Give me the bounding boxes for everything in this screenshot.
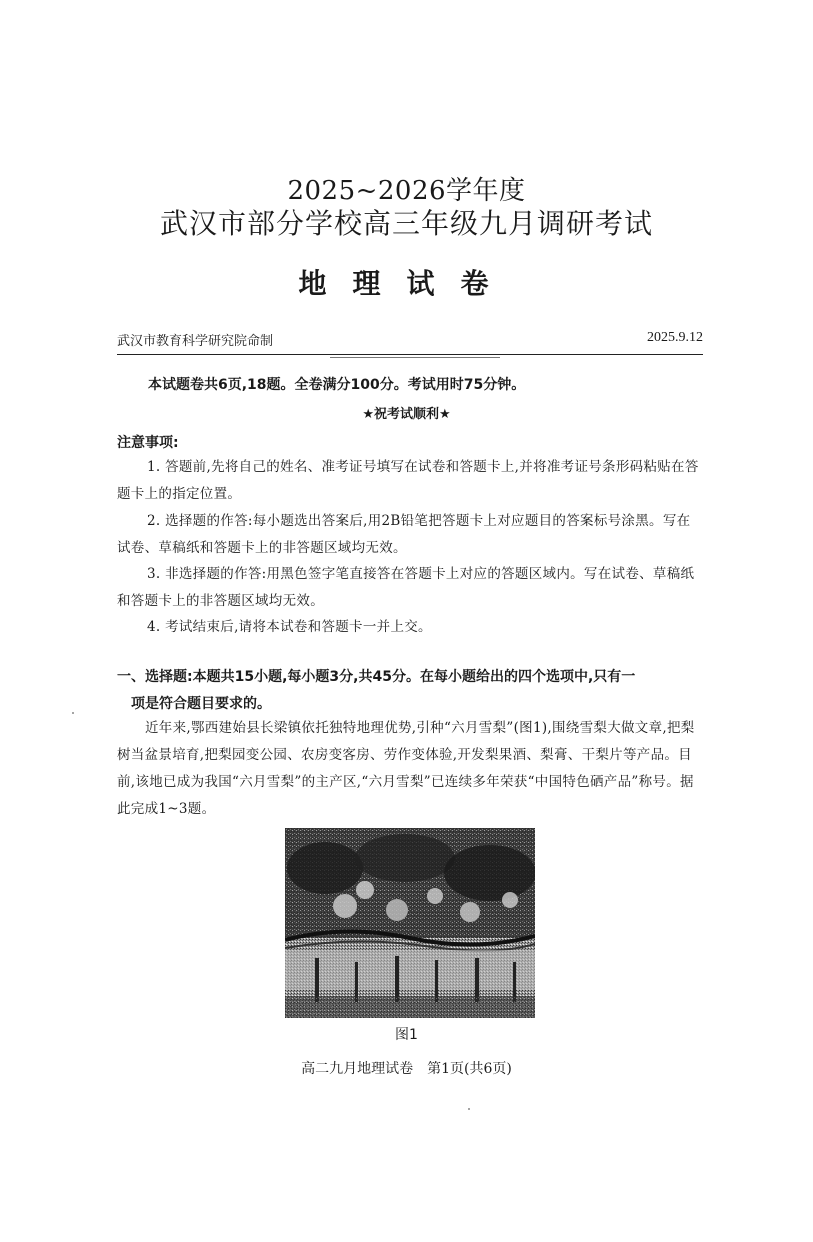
header-divider: [117, 354, 703, 355]
exam-date: 2025.9.12: [647, 330, 703, 345]
note-item: 1. 答题前,先将自己的姓名、准考证号填写在试卷和答题卡上,并将准考证号条形码粘贴在答题卡上的指定位置。: [117, 459, 699, 502]
figure-pear-orchard-photo: [285, 828, 535, 1018]
notes-heading: 注意事项:: [117, 435, 179, 451]
meta-row: [117, 330, 703, 352]
section-heading: [117, 664, 703, 718]
note-item: 4. 考试结束后,请将本试卷和答题卡一并上交。: [147, 619, 432, 635]
header-divider-thin: [330, 357, 500, 358]
section-heading-line1: 一、选择题:本题共15小题,每小题3分,共45分。在每小题给出的四个选项中,只有一: [117, 669, 636, 685]
school-year: 2025~2026学年度: [287, 176, 526, 206]
question-passage: 近年来,鄂西建始县长梁镇依托独特地理优势,引种“六月雪梨”(图1),围绕雪梨大做文章,把梨树当盆景培育,把梨园变公园、农房变客房、劳作变体验,开发梨果酒、梨膏、干梨片等产品。目前,该地已成为我国“六月雪梨”的主产区,“六月雪梨”已连续多年荣获“中国特色硒产品”称号。据此完成1~3题。: [117, 720, 695, 817]
pear-orchard-image: [285, 828, 535, 1018]
note-item: 3. 非选择题的作答:用黑色签字笔直接答在答题卡上对应的答题区域内。写在试卷、草稿纸和答题卡上的非答题区域均无效。: [117, 566, 695, 609]
figure-caption: 图1: [395, 1027, 418, 1043]
issuer: 武汉市教育科学研究院命制: [117, 334, 274, 349]
scan-speck: [72, 712, 74, 714]
subject-title: 地理试卷: [298, 267, 515, 300]
exam-title: 武汉市部分学校高三年级九月调研考试: [159, 207, 653, 240]
page-footer: 高二九月地理试卷 第1页(共6页): [301, 1061, 512, 1077]
good-luck-banner: ★祝考试顺利★: [362, 407, 451, 422]
section-heading-line2: 项是符合题目要求的。: [131, 696, 271, 712]
scan-speck: [468, 1108, 470, 1110]
exam-info: 本试题卷共6页,18题。全卷满分100分。考试用时75分钟。: [148, 377, 526, 393]
note-item: 2. 选择题的作答:每小题选出答案后,用2B铅笔把答题卡上对应题目的答案标号涂黑。写在试卷、草稿纸和答题卡上的非答题区域均无效。: [117, 513, 691, 556]
